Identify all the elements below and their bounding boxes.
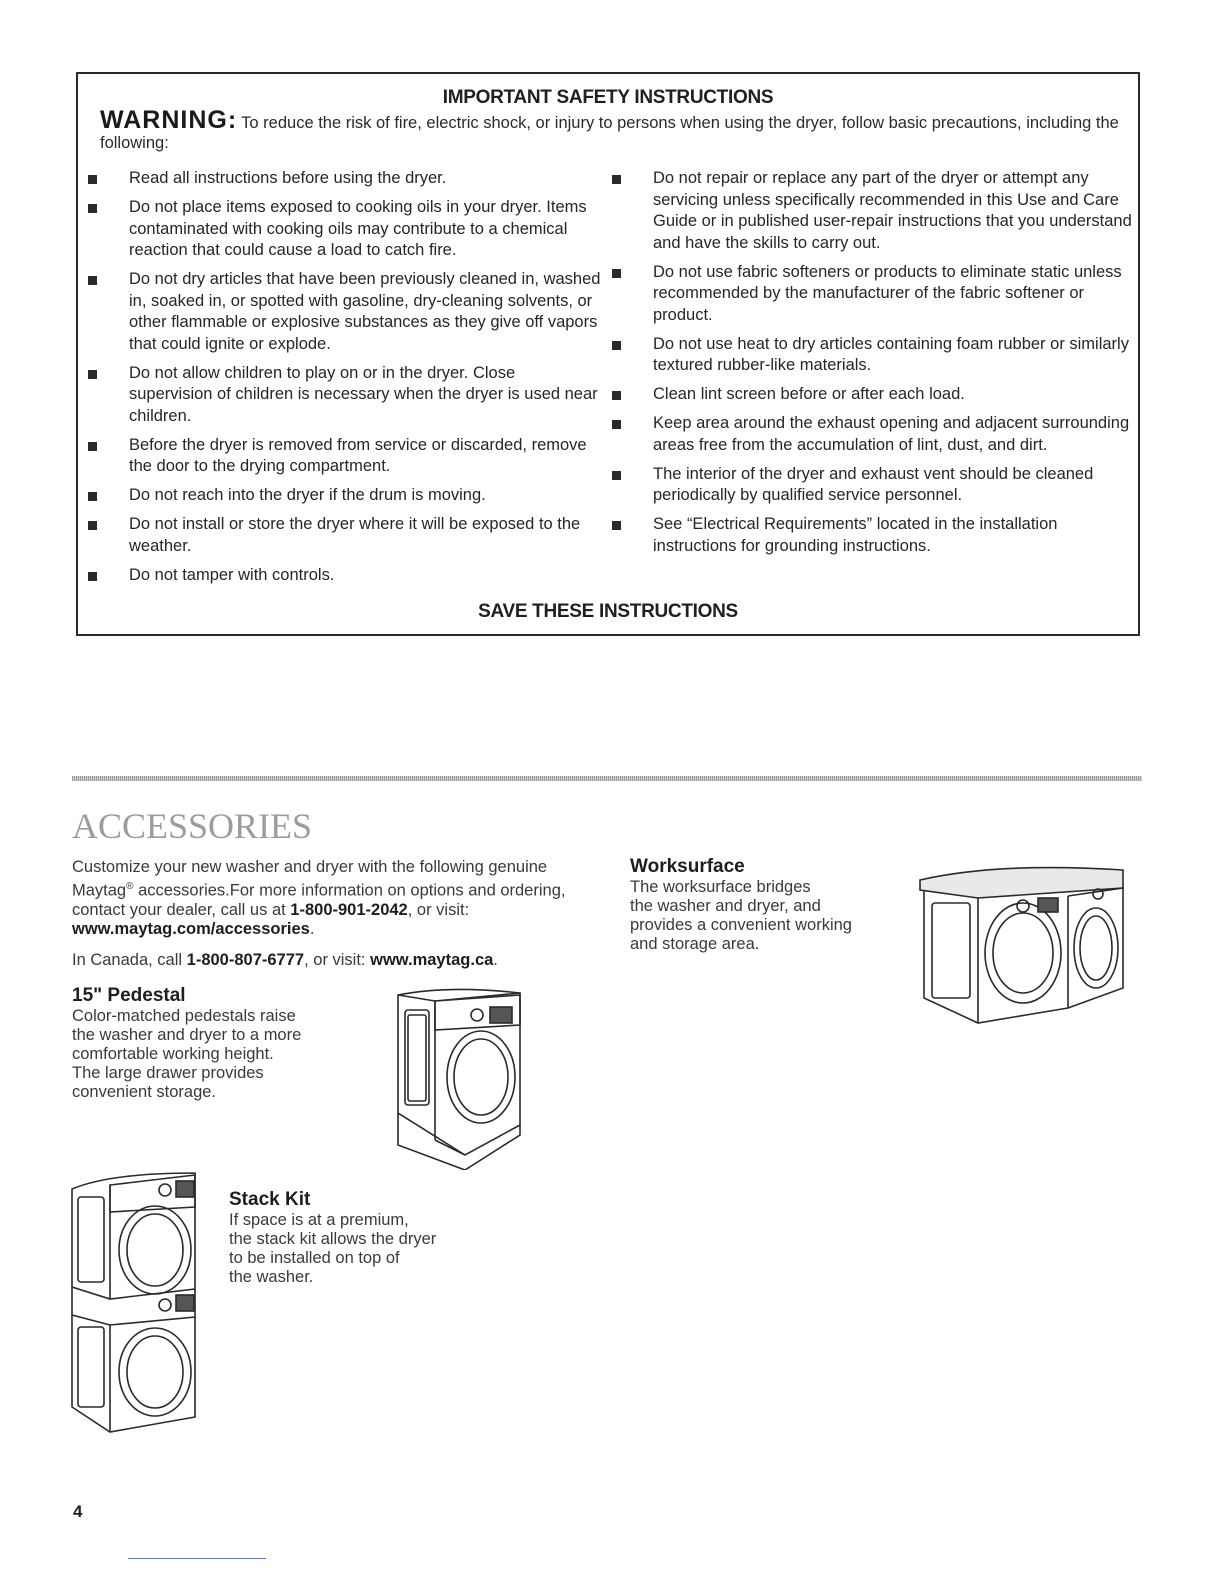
intro-text-2: accessories.For more information on options and ordering, contact your dealer, call us at — [72, 881, 566, 919]
bullet-icon — [88, 572, 97, 581]
save-instructions: SAVE THESE INSTRUCTIONS — [478, 601, 738, 622]
canada-phone: 1-800-807-6777 — [186, 951, 305, 969]
left-item — [78, 197, 603, 262]
left-item — [78, 565, 603, 587]
canada-text-3: . — [493, 951, 498, 969]
left-item-text: Do not dry articles that have been previously cleaned in, washed in, soaked in, or spotted with gasoline, dry-cleaning solvents, or other flammable or explosive substances as they give off vapors that could ignite or explode. — [129, 270, 601, 353]
bullet-icon — [612, 341, 621, 350]
left-item-text: Do not allow children to play on or in the dryer. Close supervision of children is necessary when the dryer is used near children. — [129, 363, 598, 425]
description-line: The large drawer provides — [72, 1064, 264, 1082]
right-item-text: See “Electrical Requirements” located in the installation instructions for grounding instructions. — [653, 515, 1058, 555]
bullet-icon — [88, 492, 97, 501]
left-item — [78, 514, 603, 557]
section-divider — [72, 776, 1142, 781]
bullet-icon — [612, 521, 621, 530]
left-item-text: Do not install or store the dryer where it will be exposed to the weather. — [129, 515, 581, 555]
pedestal-section — [72, 985, 372, 1102]
canada-text-2: , or visit: — [304, 951, 371, 969]
canada-url[interactable]: www.maytag.ca — [370, 951, 494, 969]
right-item-text: Do not use heat to dry articles containing foam rubber or similarly textured rubber-like materials. — [653, 334, 1129, 374]
canada-contact — [72, 951, 592, 970]
stack-kit-heading: Stack Kit — [229, 1189, 311, 1210]
right-item — [602, 384, 1142, 406]
safety-left-column — [78, 168, 603, 594]
pedestal-description — [72, 1007, 372, 1102]
warning-paragraph — [100, 106, 1130, 153]
description-line: comfortable working height. — [72, 1045, 274, 1063]
bullet-icon — [88, 521, 97, 530]
worksurface-description — [630, 878, 910, 954]
bullet-icon — [612, 269, 621, 278]
stack-kit-description — [229, 1211, 509, 1287]
right-item — [602, 168, 1142, 254]
description-line: the stack kit allows the dryer — [229, 1230, 437, 1248]
bullet-icon — [612, 391, 621, 400]
left-item — [78, 168, 603, 190]
us-url[interactable]: www.maytag.com/accessories — [72, 919, 310, 938]
left-item-text: Read all instructions before using the dryer. — [129, 169, 447, 187]
right-item — [602, 262, 1142, 327]
right-item — [602, 514, 1142, 557]
left-item — [78, 363, 603, 428]
right-item-text: Do not use fabric softeners or products to eliminate static unless recommended by the manufacturer of the fabric softener or product. — [653, 262, 1122, 324]
left-item-text: Do not reach into the dryer if the drum is moving. — [129, 486, 486, 504]
right-item-text: Clean lint screen before or after each load. — [653, 385, 965, 403]
description-line: and storage area. — [630, 935, 760, 953]
footer-line — [128, 1558, 266, 1559]
left-item — [78, 485, 603, 507]
bullet-icon — [88, 204, 97, 213]
us-phone: 1-800-901-2042 — [290, 900, 408, 919]
intro-text: Customize your new washer and dryer with the following genuine Maytag — [72, 858, 548, 900]
accessories-title: ACCESSORIES — [72, 806, 313, 846]
left-item-text: Before the dryer is removed from service or discarded, remove the door to the drying compartment. — [129, 435, 587, 475]
stack-kit-illustration — [70, 1167, 200, 1437]
bullet-icon — [88, 442, 97, 451]
left-item-text: Do not tamper with controls. — [129, 565, 335, 584]
intro-text-4: . — [309, 919, 315, 938]
safety-right-column — [602, 168, 1142, 565]
worksurface-section — [630, 856, 910, 954]
warning-label: WARNING: — [100, 106, 238, 134]
right-item — [602, 413, 1142, 456]
right-item-text: Do not repair or replace any part of the dryer or attempt any servicing unless specifically recommended in this Use and Care Guide or in published user-repair instructions that you understand and have the skills to carry out. — [653, 169, 1132, 252]
left-item-text: Do not place items exposed to cooking oils in your dryer. Items contaminated with cooking oils may contribute to a chemical reaction that could cause a load to catch fire. — [129, 198, 587, 259]
stack-kit-section — [229, 1189, 509, 1287]
left-item — [78, 435, 603, 478]
description-line: the washer. — [229, 1268, 314, 1286]
description-line: The worksurface bridges — [630, 878, 811, 896]
right-item — [602, 464, 1142, 507]
description-line: If space is at a premium, — [229, 1211, 409, 1229]
accessories-intro — [72, 858, 592, 939]
description-line: convenient storage. — [72, 1083, 217, 1101]
description-line: provides a convenient working — [630, 916, 852, 934]
safety-title: IMPORTANT SAFETY INSTRUCTIONS — [442, 87, 774, 108]
right-item-text: The interior of the dryer and exhaust vent should be cleaned periodically by qualified service personnel. — [653, 464, 1094, 504]
safety-instructions-box — [76, 72, 1140, 636]
bullet-icon — [88, 175, 97, 184]
description-line: the washer and dryer to a more — [72, 1026, 302, 1044]
worksurface-heading: Worksurface — [630, 856, 745, 877]
right-item-text: Keep area around the exhaust opening and adjacent surrounding areas free from the accumulation of lint, dust, and dirt. — [653, 414, 1130, 454]
description-line: the washer and dryer, and — [630, 897, 821, 915]
bullet-icon — [612, 420, 621, 429]
pedestal-heading: 15" Pedestal — [72, 985, 186, 1006]
bullet-icon — [612, 175, 621, 184]
worksurface-illustration — [918, 858, 1133, 1028]
pedestal-dryer-illustration — [380, 985, 528, 1170]
page-number: 4 — [73, 1502, 83, 1521]
right-item — [602, 334, 1142, 377]
left-item — [78, 269, 603, 355]
description-line: to be installed on top of — [229, 1249, 400, 1267]
warning-text: To reduce the risk of fire, electric shock, or injury to persons when using the dryer, follow basic precautions, including the following: — [100, 114, 1119, 152]
registered-mark: ® — [126, 881, 134, 892]
description-line: Color-matched pedestals raise — [72, 1007, 296, 1025]
canada-text: In Canada, call — [72, 951, 187, 969]
bullet-icon — [88, 276, 97, 285]
bullet-icon — [88, 370, 97, 379]
bullet-icon — [612, 471, 621, 480]
intro-text-3: , or visit: — [407, 900, 470, 919]
